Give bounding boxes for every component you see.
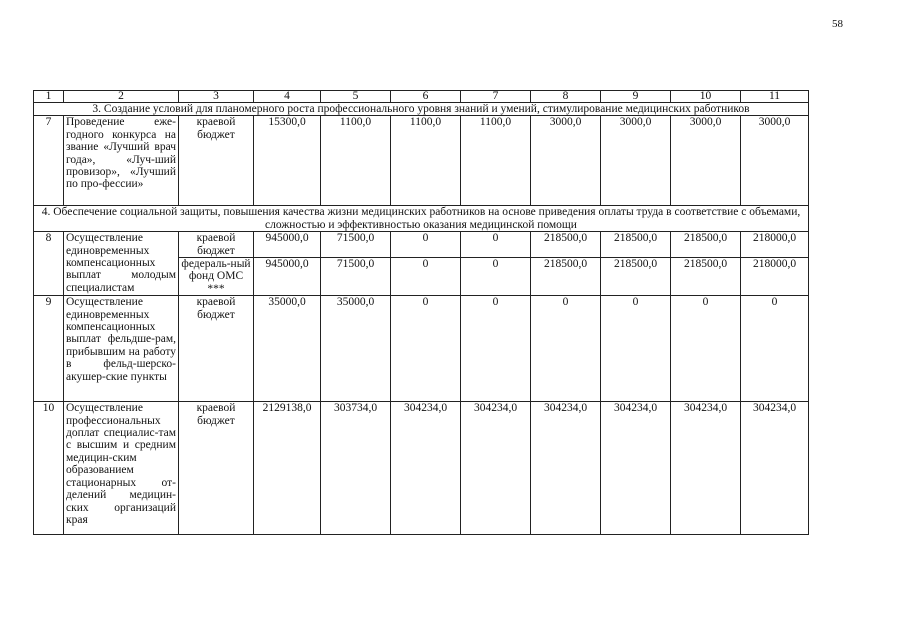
value-cell: 304234,0 bbox=[531, 402, 601, 535]
section-4-title: 4. Обеспечение социальной защиты, повышения качества жизни медицинских работников на основе приведения оплаты труда в соответствие с объемами, сложностью и эффективностью оказания медицинской помощи bbox=[34, 206, 809, 232]
page-number: 58 bbox=[832, 18, 843, 30]
value-cell: 35000,0 bbox=[321, 296, 391, 402]
funding-source: краевой бюджет bbox=[179, 232, 254, 258]
value-cell: 3000,0 bbox=[671, 116, 741, 206]
header-cell: 1 bbox=[34, 91, 64, 103]
funding-source: краевой бюджет bbox=[179, 116, 254, 206]
row-number: 8 bbox=[34, 232, 64, 296]
funding-source: краевой бюджет bbox=[179, 402, 254, 535]
header-cell: 3 bbox=[179, 91, 254, 103]
value-cell: 945000,0 bbox=[254, 232, 321, 258]
measure-name: Осуществление единовременных компенсационных выплат фельдше-рам, прибывшим на работу в фельд-шерско-акушер-ские пункты bbox=[64, 296, 179, 402]
measure-name: Осуществление единовременных компенсационных выплат молодым специалистам bbox=[64, 232, 179, 296]
value-cell: 945000,0 bbox=[254, 258, 321, 296]
header-cell: 11 bbox=[741, 91, 809, 103]
value-cell: 0 bbox=[391, 296, 461, 402]
header-cell: 4 bbox=[254, 91, 321, 103]
value-cell: 218500,0 bbox=[671, 258, 741, 296]
value-cell: 0 bbox=[461, 258, 531, 296]
value-cell: 218500,0 bbox=[531, 258, 601, 296]
value-cell: 218500,0 bbox=[531, 232, 601, 258]
value-cell: 0 bbox=[601, 296, 671, 402]
section-4-row bbox=[34, 206, 809, 232]
value-cell: 2129138,0 bbox=[254, 402, 321, 535]
value-cell: 218500,0 bbox=[601, 258, 671, 296]
value-cell: 1100,0 bbox=[461, 116, 531, 206]
value-cell: 0 bbox=[531, 296, 601, 402]
program-table bbox=[33, 90, 809, 535]
value-cell: 3000,0 bbox=[741, 116, 809, 206]
value-cell: 71500,0 bbox=[321, 232, 391, 258]
value-cell: 71500,0 bbox=[321, 258, 391, 296]
table-row-9 bbox=[34, 296, 809, 402]
header-cell: 10 bbox=[671, 91, 741, 103]
table-row-8a bbox=[34, 232, 809, 258]
funding-source: краевой бюджет bbox=[179, 296, 254, 402]
value-cell: 3000,0 bbox=[601, 116, 671, 206]
row-number: 10 bbox=[34, 402, 64, 535]
value-cell: 0 bbox=[461, 296, 531, 402]
value-cell: 218500,0 bbox=[601, 232, 671, 258]
value-cell: 218000,0 bbox=[741, 258, 809, 296]
funding-source: федераль-ный фонд ОМС *** bbox=[179, 258, 254, 296]
header-cell: 5 bbox=[321, 91, 391, 103]
value-cell: 0 bbox=[391, 232, 461, 258]
value-cell: 35000,0 bbox=[254, 296, 321, 402]
value-cell: 0 bbox=[461, 232, 531, 258]
value-cell: 304234,0 bbox=[461, 402, 531, 535]
value-cell: 0 bbox=[391, 258, 461, 296]
value-cell: 304234,0 bbox=[671, 402, 741, 535]
header-cell: 8 bbox=[531, 91, 601, 103]
section-3-title: 3. Создание условий для планомерного роста профессионального уровня знаний и умений, стимулирование медицинских работников bbox=[34, 103, 809, 116]
measure-name: Проведение еже-годного конкурса на звание «Лучший врач года», «Луч-ший провизор», «Лучший по про-фессии» bbox=[64, 116, 179, 206]
header-row bbox=[34, 91, 809, 103]
value-cell: 218500,0 bbox=[671, 232, 741, 258]
value-cell: 303734,0 bbox=[321, 402, 391, 535]
value-cell: 15300,0 bbox=[254, 116, 321, 206]
header-cell: 9 bbox=[601, 91, 671, 103]
table-row-10 bbox=[34, 402, 809, 535]
measure-name: Осуществление профессиональных доплат специалис-там с высшим и средним медицин-ским образованием стационарных от-делений медицин-ских организаций края bbox=[64, 402, 179, 535]
table-row-7 bbox=[34, 116, 809, 206]
header-cell: 2 bbox=[64, 91, 179, 103]
value-cell: 218000,0 bbox=[741, 232, 809, 258]
header-cell: 7 bbox=[461, 91, 531, 103]
value-cell: 304234,0 bbox=[391, 402, 461, 535]
value-cell: 1100,0 bbox=[391, 116, 461, 206]
value-cell: 3000,0 bbox=[531, 116, 601, 206]
row-number: 9 bbox=[34, 296, 64, 402]
value-cell: 0 bbox=[671, 296, 741, 402]
header-cell: 6 bbox=[391, 91, 461, 103]
section-3-row bbox=[34, 103, 809, 116]
value-cell: 0 bbox=[741, 296, 809, 402]
value-cell: 1100,0 bbox=[321, 116, 391, 206]
value-cell: 304234,0 bbox=[741, 402, 809, 535]
value-cell: 304234,0 bbox=[601, 402, 671, 535]
row-number: 7 bbox=[34, 116, 64, 206]
